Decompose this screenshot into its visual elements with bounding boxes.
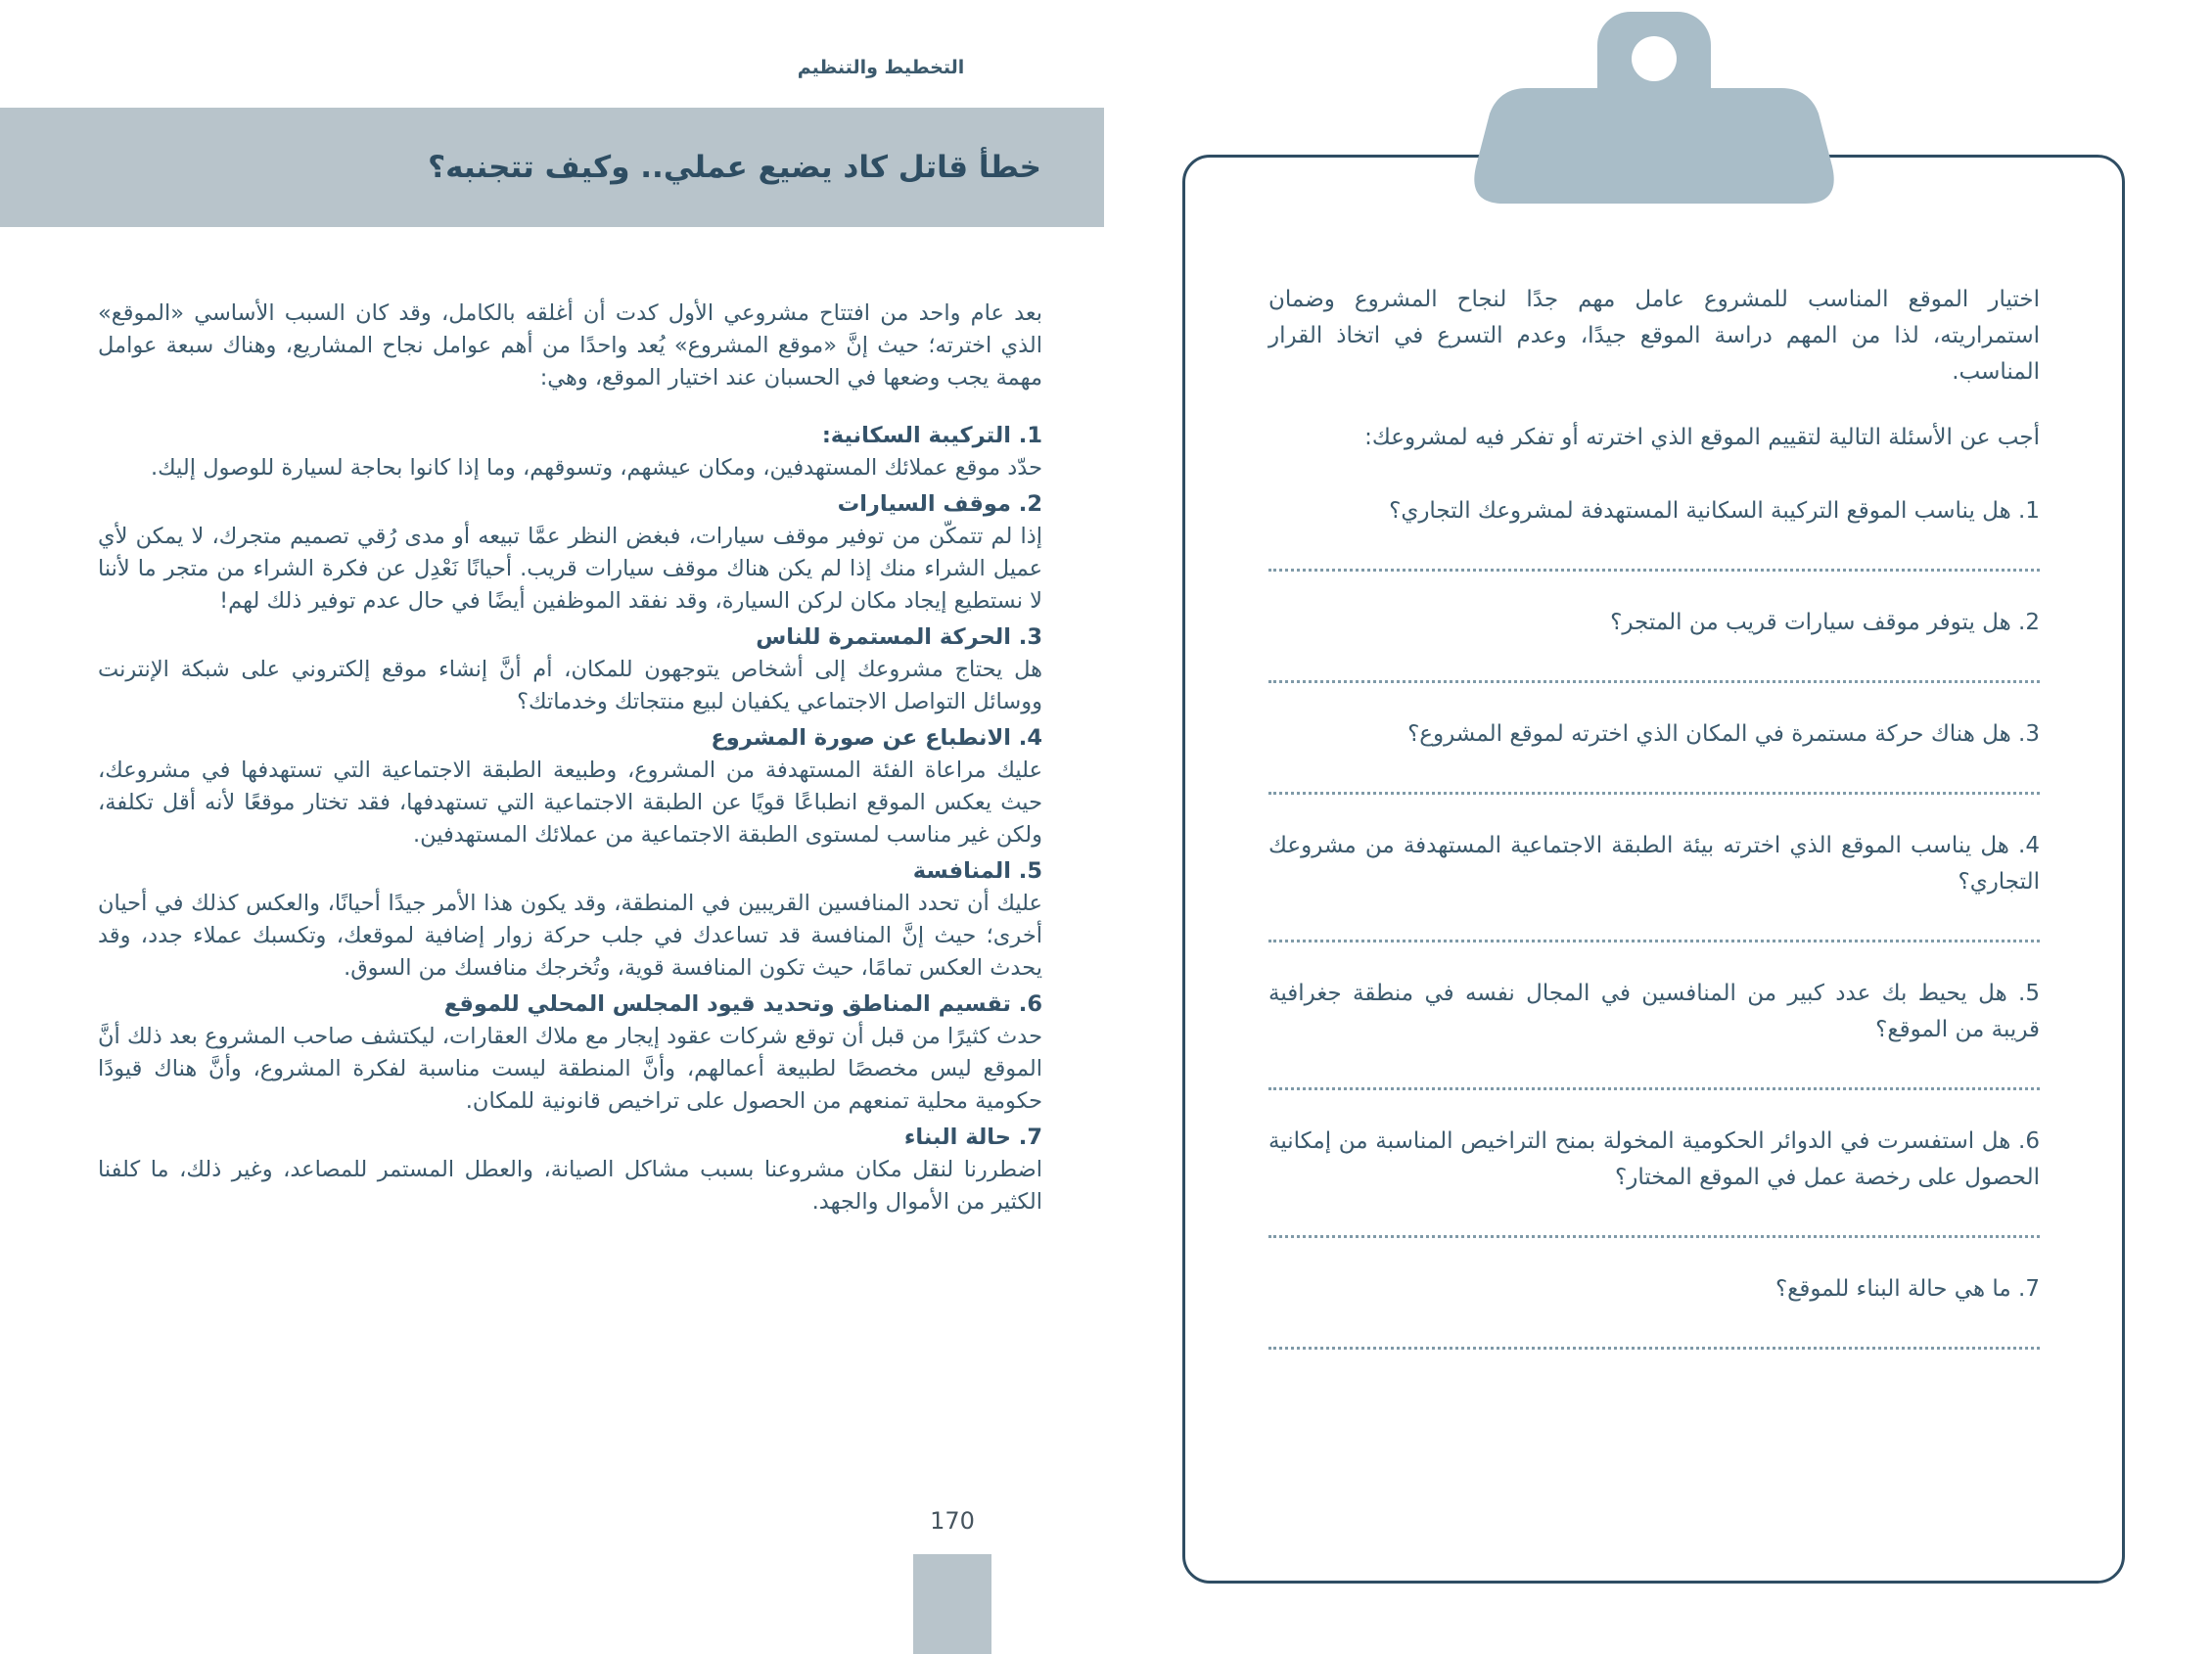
worksheet-content: [1268, 282, 2040, 1383]
page-number: 170: [930, 1507, 975, 1535]
section-heading-4: 4. الانطباع عن صورة المشروع: [711, 725, 1042, 751]
section-heading-1: 1. التركيبة السكانية:: [821, 423, 1042, 448]
worksheet-question-1: 1. هل يناسب الموقع التركيبة السكانية المستهدفة لمشروعك التجاري؟: [1389, 498, 2040, 524]
answer-line-3: [1268, 792, 2040, 795]
chapter-title-band: [0, 108, 1104, 227]
section-body-5: عليك أن تحدد المنافسين القريبين في المنطقة، وقد يكون هذا الأمر جيدًا أحيانًا، والعكس كذلك في أحيان أخرى؛ حيث إنَّ المنافسة قد تساعدك في جلب حركة زوار إضافية لموقعك، وتكسبك عملاء جدد، وقد يحدث العكس تمامًا، حيث تكون المنافسة قوية، وتُخرجك منافسك من السوق.: [98, 891, 1042, 981]
chapter-title: خطأ قاتل كاد يضيع عملي.. وكيف تتجنبه؟: [428, 150, 1041, 185]
section-body-1: حدّد موقع عملائك المستهدفين، ومكان عيشهم، وتسوقهم، وما إذا كانوا بحاجة لسيارة للوصول إليك.: [151, 455, 1042, 481]
answer-line-6: [1268, 1235, 2040, 1238]
article-intro: بعد عام واحد من افتتاح مشروعي الأول كدت أن أغلقه بالكامل، وقد كان السبب الأساسي «الموقع» الذي اخترته؛ حيث إنَّ «موقع المشروع» يُعد واحدًا من أهم عوامل نجاح المشاريع، وهناك سبعة عوامل مهمة يجب وضعها في الحسبان عند اختيار الموقع، وهي:: [98, 300, 1042, 391]
page-number-decoration: [913, 1554, 991, 1654]
section-heading-7: 7. حالة البناء: [903, 1125, 1042, 1150]
worksheet-question-7: 7. ما هي حالة البناء للموقع؟: [1774, 1276, 2040, 1302]
worksheet-question-2: 2. هل يتوفر موقف سيارات قريب من المتجر؟: [1610, 610, 2040, 635]
clipboard-clip-icon: [1468, 8, 1840, 213]
article-column: [98, 298, 1042, 1222]
worksheet-question-4: 4. هل يناسب الموقع الذي اخترته بيئة الطبقة الاجتماعية المستهدفة من مشروعك التجاري؟: [1268, 833, 2040, 895]
answer-line-7: [1268, 1347, 2040, 1350]
section-body-3: هل يحتاج مشروعك إلى أشخاص يتوجهون للمكان، أم أنَّ إنشاء موقع إلكتروني على شبكة الإنترنت ووسائل التواصل الاجتماعي يكفيان لبيع منتجاتك وخدماتك؟: [98, 657, 1042, 714]
worksheet-question-6: 6. هل استفسرت في الدوائر الحكومية المخولة بمنح التراخيص المناسبة من إمكانية الحصول على رخصة عمل في الموقع المختار؟: [1268, 1128, 2040, 1190]
section-body-4: عليك مراعاة الفئة المستهدفة من المشروع، وطبيعة الطبقة الاجتماعية التي تستهدفها في مشروعك، حيث يعكس الموقع انطباعًا قويًا عن الطبقة الاجتماعية التي تستهدفها، فقد تختار موقعًا لأنه أقل تكلفة، ولكن غير مناسب لمستوى الطبقة الاجتماعية من عملائك المستهدفين.: [98, 758, 1042, 848]
answer-line-2: [1268, 680, 2040, 683]
worksheet-intro-2: أجب عن الأسئلة التالية لتقييم الموقع الذي اخترته أو تفكر فيه لمشروعك:: [1364, 425, 2040, 450]
section-heading-3: 3. الحركة المستمرة للناس: [756, 624, 1042, 650]
worksheet-question-3: 3. هل هناك حركة مستمرة في المكان الذي اخترته لموقع المشروع؟: [1407, 721, 2040, 747]
answer-line-5: [1268, 1087, 2040, 1090]
running-header: التخطيط والتنظيم: [797, 57, 965, 78]
section-body-2: إذا لم تتمكّن من توفير موقف سيارات، فبغض النظر عمَّا تبيعه أو مدى رُقي تصميم متجرك، لا يمكن لأي عميل الشراء منك إذا لم يكن هناك موقف سيارات قريب. أحيانًا نَعْدِل عن فكرة الشراء من متجر ما لأننا لا نستطيع إيجاد مكان لركن السيارة، وقد نفقد الموظفين أيضًا في حال عدم توفير ذلك لهم!: [98, 524, 1042, 614]
section-heading-5: 5. المنافسة: [912, 858, 1042, 884]
worksheet-question-5: 5. هل يحيط بك عدد كبير من المنافسين في المجال نفسه في منطقة جغرافية قريبة من الموقع؟: [1268, 981, 2040, 1042]
worksheet-intro-1: اختيار الموقع المناسب للمشروع عامل مهم جدًا لنجاح المشروع وضمان استمراريته، لذا من المهم دراسة الموقع جيدًا، وعدم التسرع في اتخاذ القرار المناسب.: [1268, 287, 2040, 385]
answer-line-4: [1268, 940, 2040, 942]
section-heading-6: 6. تقسيم المناطق وتحديد قيود المجلس المحلي للموقع: [443, 991, 1042, 1017]
section-heading-2: 2. موقف السيارات: [837, 491, 1042, 517]
answer-line-1: [1268, 569, 2040, 572]
section-body-7: اضطررنا لنقل مكان مشروعنا بسبب مشاكل الصيانة، والعطل المستمر للمصاعد، وغير ذلك، ما كلفنا الكثير من الأموال والجهد.: [98, 1157, 1042, 1215]
section-body-6: حدث كثيرًا من قبل أن توقع شركات عقود إيجار مع ملاك العقارات، ليكتشف صاحب المشروع بعد ذلك أنَّ الموقع ليس مخصصًا لطبيعة أعمالهم، وأنَّ المنطقة ليست مناسبة لفكرة المشروع، وأنَّ هناك قيودًا حكومية محلية تمنعهم من الحصول على تراخيص قانونية للمكان.: [98, 1024, 1042, 1114]
